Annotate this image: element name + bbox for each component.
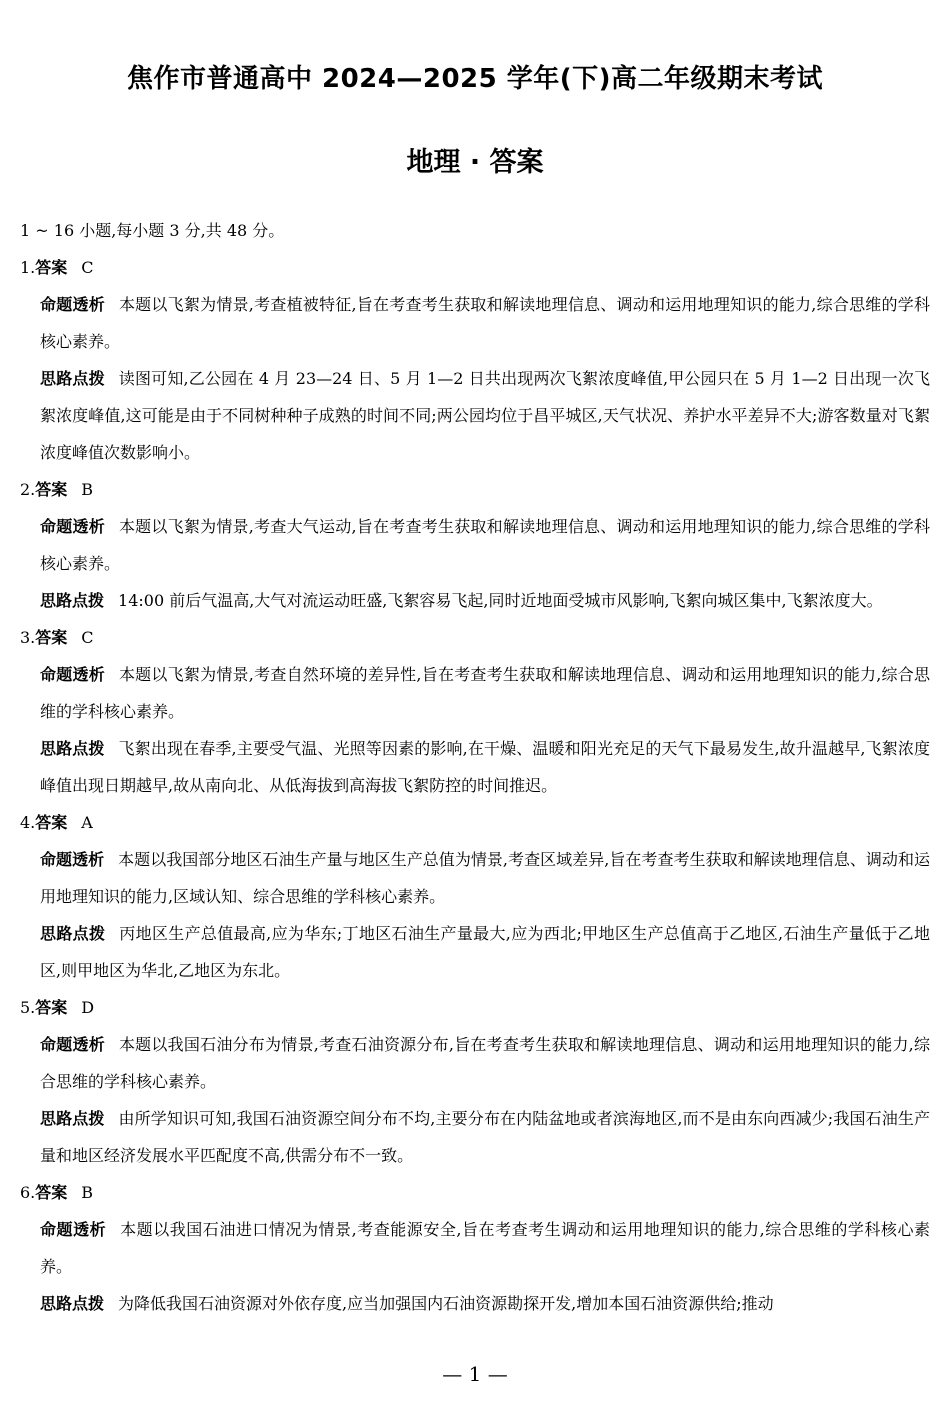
- analysis-paragraph: [20, 656, 930, 730]
- hint-text: 飞絮出现在春季,主要受气温、光照等因素的影响,在干燥、温暖和阳光充足的天气下最易发生,故升温越早,飞絮浓度峰值出现日期越早,故从南向北、从低海拔到高海拔飞絮防控的时间推迟。: [40, 739, 930, 795]
- question-number: 1.: [20, 258, 36, 277]
- analysis-text: 本题以我国部分地区石油生产量与地区生产总值为情景,考查区域差异,旨在考查考生获取和解读地理信息、调动和运用地理知识的能力,区域认知、综合思维的学科核心素养。: [40, 850, 930, 906]
- analysis-text: 本题以飞絮为情景,考查大气运动,旨在考查考生获取和解读地理信息、调动和运用地理知识的能力,综合思维的学科核心素养。: [40, 517, 930, 573]
- hint-label: 思路点拨: [40, 739, 105, 758]
- question-number: 2.: [20, 480, 36, 499]
- exam-title: 焦作市普通高中 2024—2025 学年(下)高二年级期末考试: [126, 64, 824, 94]
- question-block: [20, 471, 930, 619]
- answer-choice: D: [81, 998, 95, 1017]
- question-number: 3.: [20, 628, 36, 647]
- hint-label: 思路点拨: [40, 591, 105, 610]
- answer-choice: C: [81, 258, 94, 277]
- question-block: [20, 619, 930, 804]
- question-block: [20, 249, 930, 471]
- answer-line: [20, 619, 930, 656]
- question-block: [20, 989, 930, 1174]
- hint-paragraph: [20, 1285, 930, 1322]
- analysis-label: 命题透析: [40, 665, 105, 684]
- question-number: 5.: [20, 998, 36, 1017]
- answer-line: [20, 989, 930, 1026]
- analysis-paragraph: [20, 508, 930, 582]
- question-number: 6.: [20, 1183, 36, 1202]
- question-block: [20, 804, 930, 989]
- hint-paragraph: [20, 582, 930, 619]
- analysis-label: 命题透析: [40, 850, 105, 869]
- answer-line: [20, 471, 930, 508]
- hint-text: 由所学知识可知,我国石油资源空间分布不均,主要分布在内陆盆地或者滨海地区,而不是由东向西减少;我国石油生产量和地区经济发展水平匹配度不高,供需分布不一致。: [40, 1109, 930, 1165]
- analysis-label: 命题透析: [40, 1220, 107, 1239]
- analysis-paragraph: [20, 286, 930, 360]
- analysis-text: 本题以飞絮为情景,考查自然环境的差异性,旨在考查考生获取和解读地理信息、调动和运用地理知识的能力,综合思维的学科核心素养。: [40, 665, 930, 721]
- hint-text: 为降低我国石油资源对外依存度,应当加强国内石油资源勘探开发,增加本国石油资源供给;推动: [118, 1294, 774, 1313]
- hint-label: 思路点拨: [40, 1294, 105, 1313]
- scoring-intro: 1 ~ 16 小题,每小题 3 分,共 48 分。: [20, 221, 285, 240]
- hint-paragraph: [20, 915, 930, 989]
- answer-label: 答案: [35, 998, 68, 1017]
- answer-choice: C: [81, 628, 94, 647]
- hint-text: 14:00 前后气温高,大气对流运动旺盛,飞絮容易飞起,同时近地面受城市风影响,飞絮向城区集中,飞絮浓度大。: [118, 591, 883, 610]
- analysis-label: 命题透析: [40, 1035, 105, 1054]
- question-list: [20, 249, 930, 1322]
- answer-label: 答案: [35, 628, 68, 647]
- question-block: [20, 1174, 930, 1322]
- page-number: — 1 —: [442, 1362, 508, 1386]
- analysis-paragraph: [20, 1026, 930, 1100]
- hint-paragraph: [20, 360, 930, 471]
- hint-text: 读图可知,乙公园在 4 月 23—24 日、5 月 1—2 日共出现两次飞絮浓度峰值,甲公园只在 5 月 1—2 日出现一次飞絮浓度峰值,这可能是由于不同树种种子成熟的时间不同;两公园均位于昌平城区,天气状况、养护水平差异不大;游客数量对飞絮浓度峰值次数影响小。: [40, 369, 930, 462]
- analysis-label: 命题透析: [40, 295, 105, 314]
- analysis-paragraph: [20, 841, 930, 915]
- answer-content: [20, 212, 930, 1322]
- analysis-text: 本题以我国石油分布为情景,考查石油资源分布,旨在考查考生获取和解读地理信息、调动和运用地理知识的能力,综合思维的学科核心素养。: [40, 1035, 930, 1091]
- answer-line: [20, 249, 930, 286]
- answer-label: 答案: [35, 1183, 68, 1202]
- answer-label: 答案: [35, 258, 68, 277]
- hint-text: 丙地区生产总值最高,应为华东;丁地区石油生产量最大,应为西北;甲地区生产总值高于乙地区,石油生产量低于乙地区,则甲地区为华北,乙地区为东北。: [40, 924, 930, 980]
- analysis-text: 本题以飞絮为情景,考查植被特征,旨在考查考生获取和解读地理信息、调动和运用地理知识的能力,综合思维的学科核心素养。: [40, 295, 930, 351]
- analysis-label: 命题透析: [40, 517, 105, 536]
- answer-line: [20, 804, 930, 841]
- hint-label: 思路点拨: [40, 1109, 105, 1128]
- question-number: 4.: [20, 813, 36, 832]
- answer-choice: B: [81, 1183, 94, 1202]
- hint-paragraph: [20, 1100, 930, 1174]
- hint-paragraph: [20, 730, 930, 804]
- answer-label: 答案: [35, 813, 68, 832]
- analysis-text: 本题以我国石油进口情况为情景,考查能源安全,旨在考查考生调动和运用地理知识的能力,综合思维的学科核心素养。: [40, 1220, 930, 1276]
- subject-title: 地理 · 答案: [406, 147, 544, 178]
- hint-label: 思路点拨: [40, 924, 106, 943]
- answer-line: [20, 1174, 930, 1211]
- answer-label: 答案: [35, 480, 68, 499]
- analysis-paragraph: [20, 1211, 930, 1285]
- answer-choice: B: [81, 480, 94, 499]
- hint-label: 思路点拨: [40, 369, 105, 388]
- answer-choice: A: [81, 813, 93, 832]
